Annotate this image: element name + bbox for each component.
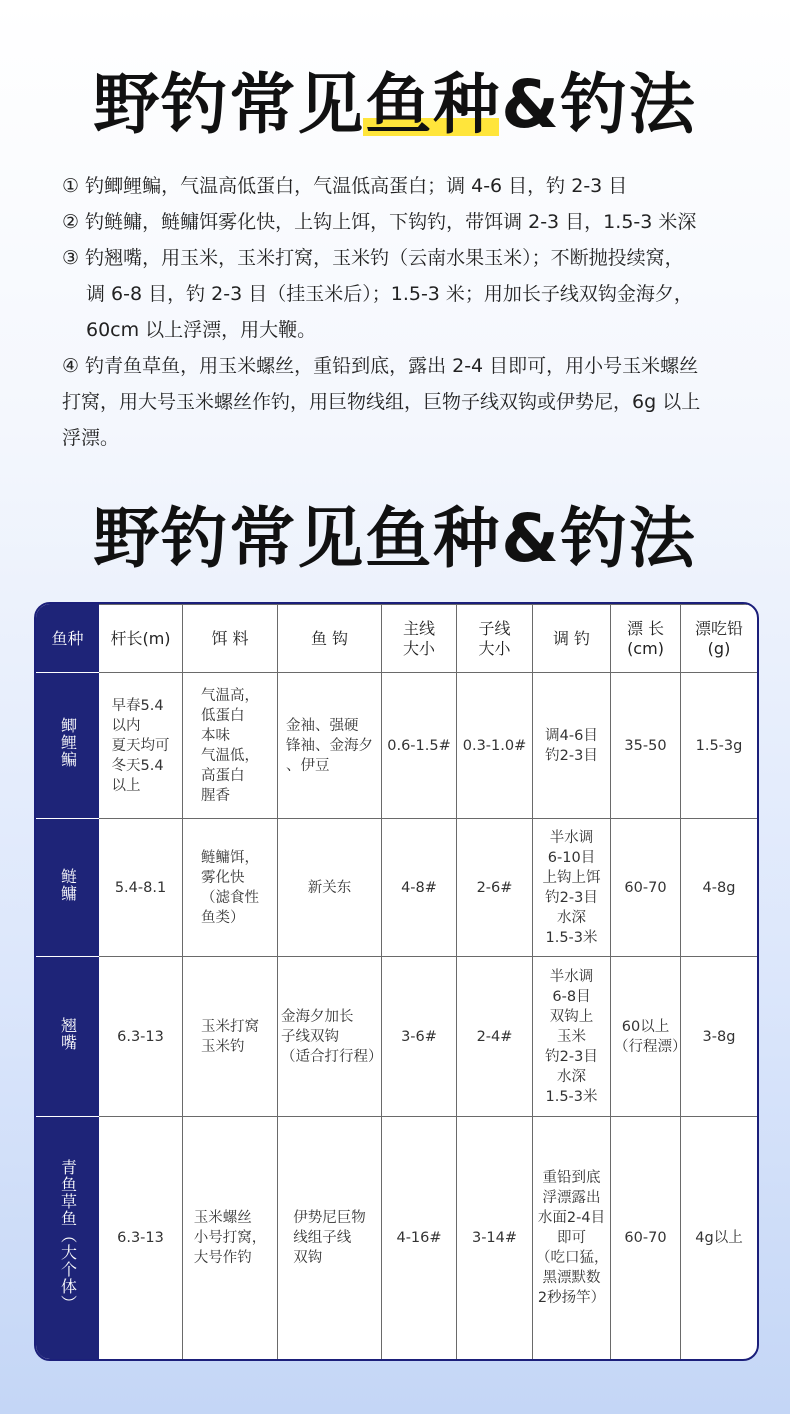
- cell-float-weight: 3-8g: [681, 957, 758, 1117]
- cell-sub-line: 0.3-1.0#: [457, 673, 533, 819]
- header-bait: 饵 料: [183, 605, 278, 673]
- cell-float-len: 60以上 （行程漂）: [611, 957, 681, 1117]
- note-line: ② 钓鲢鳙，鲢鳙饵雾化快，上钩上饵，下钩钓，带饵调 2-3 目，1.5-3 米深: [62, 211, 697, 233]
- cell-bait: 玉米螺丝 小号打窝， 大号作钓: [183, 1117, 278, 1360]
- header-fish: 鱼种: [37, 605, 99, 673]
- table-heading: 野钓常见鱼种&钓法: [93, 500, 697, 577]
- cell-float-len: 35-50: [611, 673, 681, 819]
- table-header-row: [37, 605, 758, 673]
- note-line: 调 6-8 目，钓 2-3 目（挂玉米后）；1.5-3 米；用加长子线双钩金海夕，: [86, 283, 693, 305]
- table-row: [37, 819, 758, 957]
- cell-float-weight: 1.5-3g: [681, 673, 758, 819]
- note-line: 打窝，用大号玉米螺丝作钓，用巨物线组，巨物子线双钩或伊势尼，6g 以上: [62, 391, 701, 413]
- fish-species-cell: 翘嘴: [37, 957, 99, 1117]
- cell-adjust: 调4-6目 钓2-3目: [533, 673, 611, 819]
- cell-sub-line: 2-6#: [457, 819, 533, 957]
- cell-main-line: 0.6-1.5#: [382, 673, 457, 819]
- cell-hook: 伊势尼巨物 线组子线 双钩: [278, 1117, 382, 1360]
- cell-float-weight: 4g以上: [681, 1117, 758, 1360]
- heading-post: &钓法: [501, 66, 697, 143]
- cell-adjust: 半水调 6-8目 双钩上 玉米 钓2-3目 水深 1.5-3米: [533, 957, 611, 1117]
- cell-rod: 6.3-13: [99, 957, 183, 1117]
- cell-adjust: 半水调 6-10目 上钩上饵 钓2-3目 水深 1.5-3米: [533, 819, 611, 957]
- cell-rod: 5.4-8.1: [99, 819, 183, 957]
- heading-highlight: 鱼种: [365, 66, 502, 143]
- fish-species-cell: 鲫鲤鳊: [37, 673, 99, 819]
- cell-float-len: 60-70: [611, 1117, 681, 1360]
- cell-hook: 新关东: [278, 819, 382, 957]
- table-row: [37, 957, 758, 1117]
- header-adjust: 调 钓: [533, 605, 611, 673]
- cell-bait: 气温高， 低蛋白 本味 气温低， 高蛋白 腥香: [183, 673, 278, 819]
- fish-species-cell: 青鱼草鱼（大个体）: [37, 1117, 99, 1360]
- header-rod-length: 杆长(m): [99, 605, 183, 673]
- note-line: 浮漂。: [62, 427, 120, 449]
- note-line: ① 钓鲫鲤鳊，气温高低蛋白，气温低高蛋白；调 4-6 目，钓 2-3 目: [62, 175, 628, 197]
- cell-float-weight: 4-8g: [681, 819, 758, 957]
- cell-sub-line: 2-4#: [457, 957, 533, 1117]
- header-sub-line: 子线 大小: [457, 605, 533, 673]
- cell-main-line: 3-6#: [382, 957, 457, 1117]
- main-heading: [0, 66, 790, 143]
- cell-hook: 金海夕加长 子线双钩 （适合打行程）: [278, 957, 382, 1117]
- cell-bait: 玉米打窝 玉米钓: [183, 957, 278, 1117]
- note-line: 60cm 以上浮漂，用大鞭。: [86, 319, 317, 341]
- header-hook: 鱼 钩: [278, 605, 382, 673]
- cell-main-line: 4-16#: [382, 1117, 457, 1360]
- cell-sub-line: 3-14#: [457, 1117, 533, 1360]
- cell-adjust: 重铅到底 浮漂露出 水面2-4目 即可 （吃口猛， 黑漂默数 2秒扬竿）: [533, 1117, 611, 1360]
- cell-rod: 6.3-13: [99, 1117, 183, 1360]
- table-row: [37, 1117, 758, 1360]
- cell-rod: 早春5.4 以内 夏天均可 冬天5.4 以上: [99, 673, 183, 819]
- header-float-length: 漂 长 (cm): [611, 605, 681, 673]
- cell-main-line: 4-8#: [382, 819, 457, 957]
- cell-bait: 鲢鳙饵， 雾化快 （滤食性 鱼类）: [183, 819, 278, 957]
- heading-pre: 野钓常见: [93, 66, 366, 143]
- note-line: ③ 钓翘嘴，用玉米，玉米打窝，玉米钓（云南水果玉米）；不断抛投续窝，: [62, 247, 684, 269]
- fishing-table: [34, 602, 759, 1361]
- fish-species-cell: 鲢鳙: [37, 819, 99, 957]
- header-main-line: 主线 大小: [382, 605, 457, 673]
- note-line: ④ 钓青鱼草鱼，用玉米螺丝，重铅到底，露出 2-4 目即可，用小号玉米螺丝: [62, 355, 699, 377]
- cell-hook: 金袖、强硬 锋袖、金海夕 、伊豆: [278, 673, 382, 819]
- cell-float-len: 60-70: [611, 819, 681, 957]
- table-row: [37, 673, 758, 819]
- fishing-notes: [62, 168, 762, 456]
- header-float-weight: 漂吃铅 (g): [681, 605, 758, 673]
